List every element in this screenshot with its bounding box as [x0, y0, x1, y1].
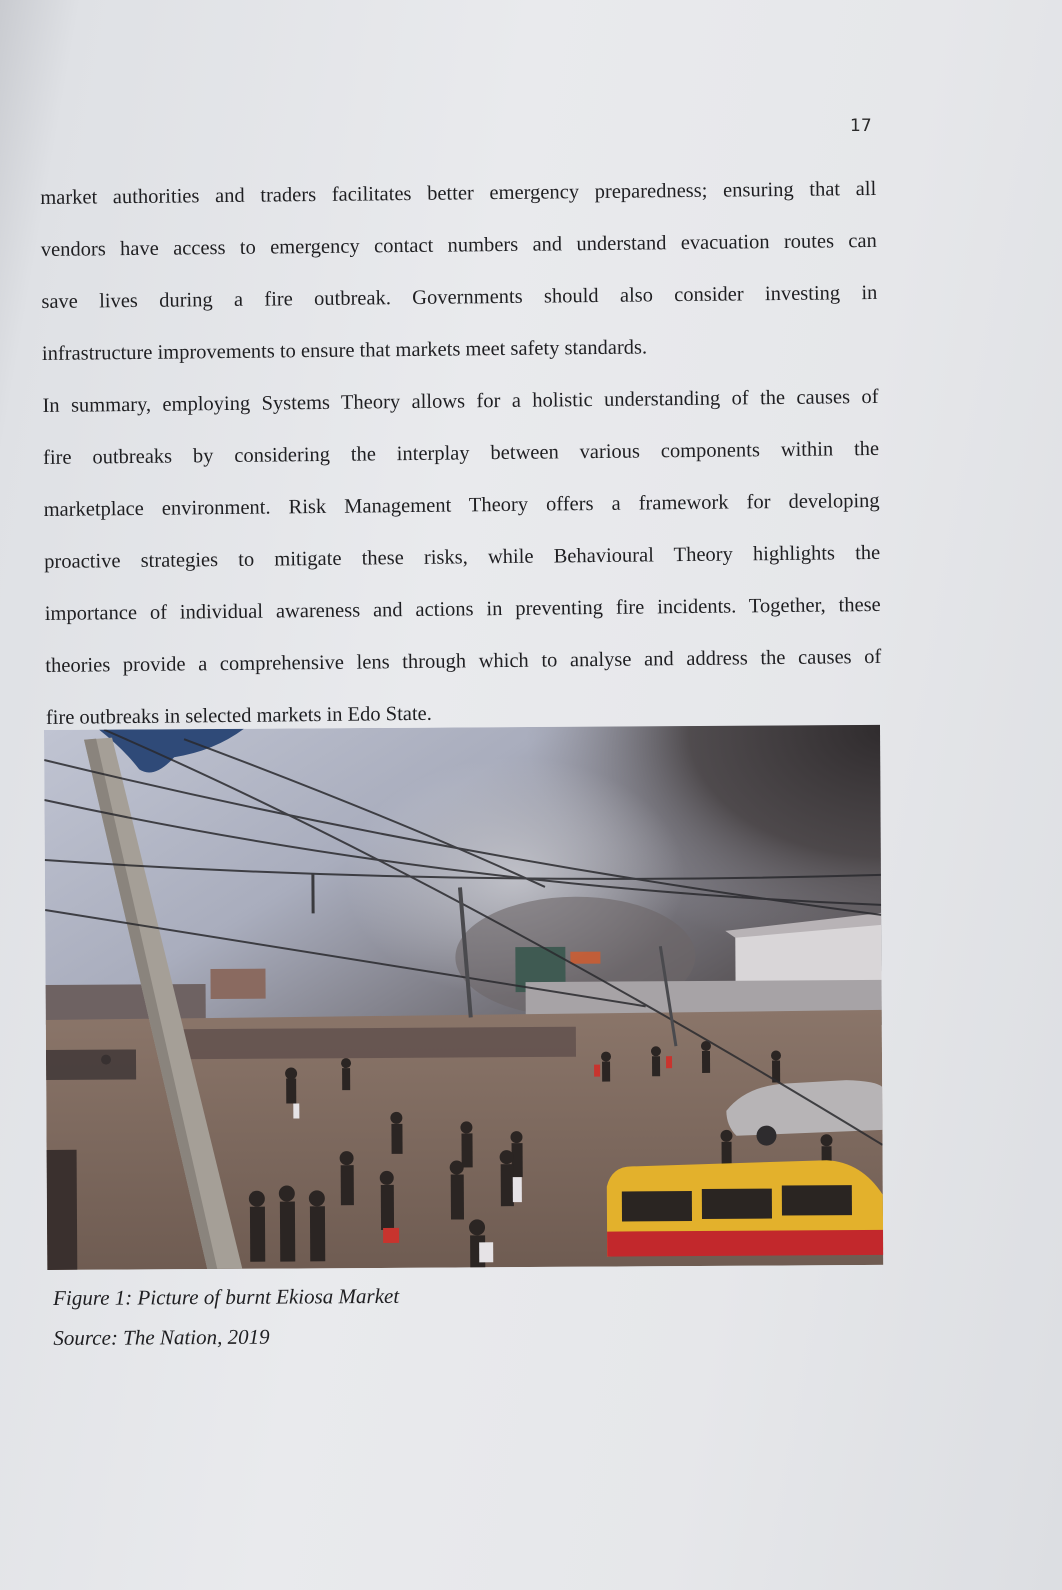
text-line: fire outbreaks in selected markets in Edo State. [45, 702, 432, 729]
market-fire-photo [44, 725, 883, 1270]
text-line: importance of individual awareness and actions in preventing fire incidents. Together, these [44, 593, 881, 625]
text-line: vendors have access to emergency contact numbers and understand evacuation routes can [40, 229, 877, 261]
figure-caption-block [53, 1276, 400, 1358]
text-line: save lives during a fire outbreak. Governments should also consider investing in [41, 281, 878, 313]
body-text [40, 163, 882, 744]
text-line: In summary, employing Systems Theory allows for a holistic understanding of the causes of [42, 385, 879, 417]
page-number: 17 [850, 116, 872, 136]
paragraph-2 [42, 371, 882, 744]
text-line: market authorities and traders facilitates better emergency preparedness; ensuring that all [40, 177, 877, 209]
figure-source: Source: The Nation, 2019 [53, 1324, 270, 1350]
text-line: theories provide a comprehensive lens through which to analyse and address the causes of [45, 645, 882, 677]
figure-caption: Figure 1: Picture of burnt Ekiosa Market [53, 1283, 400, 1310]
paragraph-1 [40, 163, 878, 380]
text-line: proactive strategies to mitigate these risks, while Behavioural Theory highlights the [44, 541, 881, 573]
text-line: fire outbreaks by considering the interplay between various components within the [42, 437, 880, 469]
text-line: marketplace environment. Risk Management Theory offers a framework for developing [43, 489, 880, 521]
text-line: infrastructure improvements to ensure that markets meet safety standards. [41, 336, 648, 365]
